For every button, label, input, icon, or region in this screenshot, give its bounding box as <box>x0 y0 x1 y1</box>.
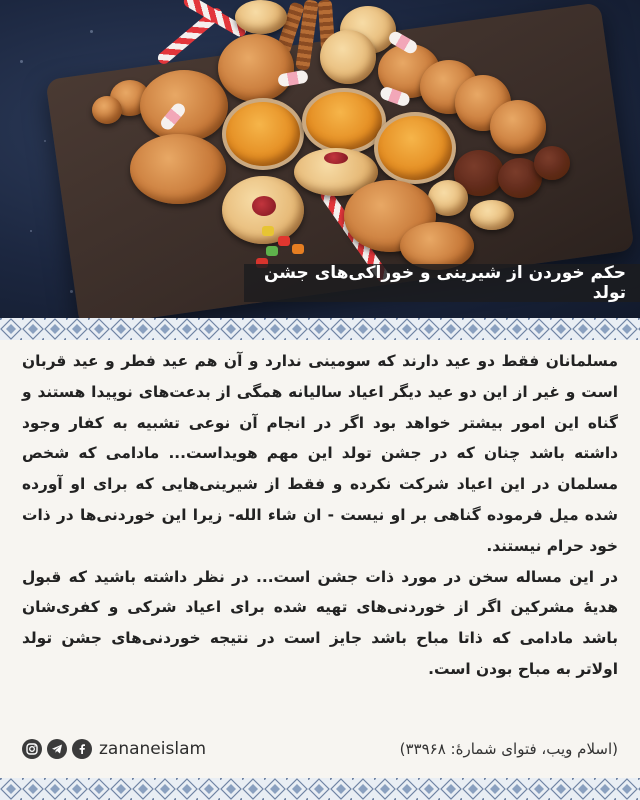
instagram-icon[interactable] <box>22 739 42 759</box>
hero-image <box>0 0 640 318</box>
facebook-icon[interactable] <box>72 739 92 759</box>
telegram-icon[interactable] <box>47 739 67 759</box>
decorative-pattern-top <box>0 318 640 340</box>
footer <box>22 736 618 762</box>
source-citation: (اسلام ویب، فتوای شمارهٔ: ۳۳۹۶۸) <box>399 740 618 758</box>
social-handle[interactable]: zananeislam <box>99 739 207 759</box>
decorative-pattern-bottom <box>0 778 640 800</box>
article-paragraph-1: مسلمانان فقط دو عید دارند که سومینی ندارد و آن هم عید فطر و عید قربان است و غیر از این دو عید دیگر اعیاد سالیانه همگی از بدعت‌های نوپیدا هستند و گناه این امور بیشتر خواهد بود اگر در انجام آن نوعی تشبیه به کفار وجود داشته باشد چنان که در جشن تولد این مهم هویداست... مادامی که شخص مسلمان در این اعیاد شرکت نکرده و فقط از شیرینی‌هایی که برای او آورده شده میل فرموده گناهی بر او نیست - ان شاء الله- زیرا این خوردنی‌ها در ذات خود حرام نیستند. <box>22 352 618 555</box>
article-paragraph-2: در این مساله سخن در مورد ذات جشن است... در نظر داشته باشید که قبول هدیهٔ مشرکین اگر از خوردنی‌های تهیه شده برای اعیاد شرکی و کفری‌شان باشد مادامی که ذاتا مباح باشد جایز است در نتیجه خوردنی‌های جشن تولد اولاتر به مباح بودن است. <box>22 567 618 678</box>
image-caption: حکم خوردن از شیرینی و خوراکی‌های جشن تولد <box>244 264 640 302</box>
social-links <box>22 736 206 762</box>
article-body <box>22 346 618 685</box>
